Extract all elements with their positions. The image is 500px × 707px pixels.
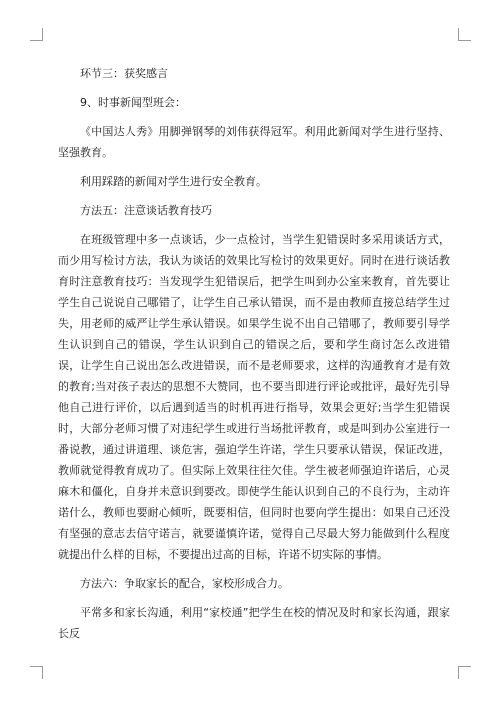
paragraph-safety-example: 利用踩踏的新闻对学生进行安全教育。 <box>80 175 267 188</box>
document-body <box>58 63 450 652</box>
paragraph-item-heading: 9、时事新闻型班会： <box>80 96 186 109</box>
paragraph-method-six-body: 平常多和家长沟通，利用“家校通”把学生在校的情况及时和家长沟通，跟家长反 <box>58 606 450 640</box>
paragraph-method-five-body: 在班级管理中多一点谈话，少一点检讨，当学生犯错误时多采用谈话方式，而少用写检讨方法，我认为谈话的效果比写检讨的效果更好。同时在进行谈话教育时注意教育技巧：当发现学生犯错误后，把学生叫到办公室来教育，首先要让学生自己说说自己哪错了，让学生自己承认错误，而不是由教师直接总结学生过失，用老师的威严让学生承认错误。如果学生说不出自己错哪了，教师要引导学生认识到自己的错误，学生认识到自己的错误之后，要和学生商讨怎么改进错误，让学生自己说出怎么改进错误，而不是老师要求，这样的沟通教育才是有效的教育;当对孩子表达的思想不大赞同，也不要当即进行评论或批评，最好先引导他自己进行评价，以后遇到适当的时机再进行指导，效果会更好;当学生犯错误时，大部分老师习惯了对违纪学生或进行当场批评教育，或是叫到办公室进行一番说教，通过讲道理、谈危害，强迫学生许诺，学生只要承认错误，保证改进，教师就觉得教育成功了。但实际上效果往往欠佳。学生被老师强迫许诺后，心灵麻木和僵化，自身并未意识到要改。即使学生能认识到自己的不良行为，主动许诺什么，教师也要耐心倾听，既要相信，但同时也要向学生提出：如果自己还没有坚强的意志去信守诺言，就要谨慎许诺，觉得自己尽最大努力能做到什么程度就提出什么样的目标，不要提出过高的目标，许诺不切实际的事情。 <box>58 233 450 561</box>
paragraph-news-example: 《中国达人秀》用脚弹钢琴的刘伟获得冠军。利用此新闻对学生进行坚持、坚强教育。 <box>58 125 450 159</box>
paragraph-section-heading: 环节三：获奖感言 <box>80 67 168 80</box>
crop-mark-bottom-left <box>30 666 43 679</box>
crop-mark-top-right <box>458 28 471 41</box>
crop-mark-top-left <box>30 28 43 41</box>
crop-mark-bottom-right <box>458 666 471 679</box>
paragraph-method-six-heading: 方法六：争取家长的配合，家校形成合力。 <box>80 577 289 590</box>
paragraph-method-five-heading: 方法五：注意谈话教育技巧 <box>80 204 212 217</box>
